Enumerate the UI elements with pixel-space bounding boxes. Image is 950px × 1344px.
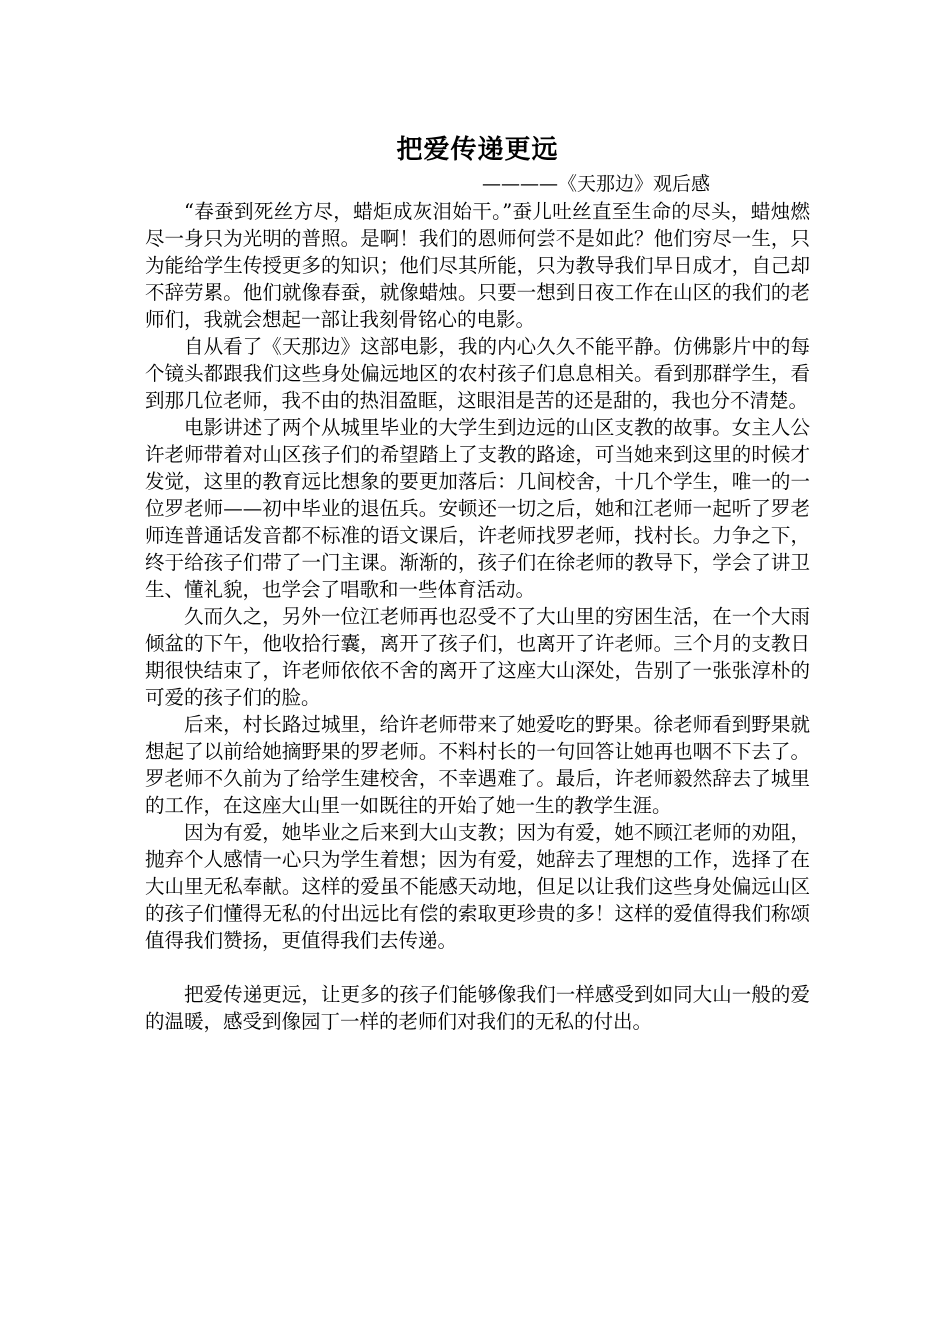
paragraph: 久而久之，另外一位江老师再也忍受不了大山里的穷困生活，在一个大雨倾盆的下午，他收拾行囊，离开了孩子们，也离开了许老师。三个月的支教日期很快结束了，许老师依依不舍的离开了这座大山深处，告别了一张张淳朴的可爱的孩子们的脸。 [145,605,810,709]
document-title: 把爱传递更远 [396,135,559,165]
paragraph: 自从看了《天那边》这部电影，我的内心久久不能平静。仿佛影片中的每个镜头都跟我们这些身处偏远地区的农村孩子们息息相关。看到那群学生，看到那几位老师，我不由的热泪盈眶，这眼泪是苦的还是甜的，我也分不清楚。 [145,335,810,412]
paragraph: 因为有爱，她毕业之后来到大山支教；因为有爱，她不顾江老师的劝阻，抛弃个人感情一心只为学生着想；因为有爱，她辞去了理想的工作，选择了在大山里无私奉献。这样的爱虽不能感天动地，但足以让我们这些身处偏远山区的孩子们懂得无私的付出远比有偿的索取更珍贵的多！这样的爱值得我们称颂值得我们赞扬，更值得我们去传递。 [145,821,810,952]
document-page [145,130,810,1035]
paragraph: “春蚕到死丝方尽，蜡炬成灰泪始干。”蚕儿吐丝直至生命的尽头，蜡烛燃尽一身只为光明的普照。是啊！我们的恩师何尝不是如此？他们穷尽一生，只为能给学生传授更多的知识；他们尽其所能，只为教导我们早日成才，自己却不辞劳累。他们就像春蚕，就像蜡烛。只要一想到日夜工作在山区的我们的老师们，我就会想起一部让我刻骨铭心的电影。 [145,200,810,331]
paragraph: 后来，村长路过城里，给许老师带来了她爱吃的野果。徐老师看到野果就想起了以前给她摘野果的罗老师。不料村长的一句回答让她再也咽不下去了。罗老师不久前为了给学生建校舍，不幸遇难了。最后，许老师毅然辞去了城里的工作，在这座大山里一如既往的开始了她一生的教学生涯。 [145,713,810,817]
blank-line [145,954,810,981]
paragraph: 电影讲述了两个从城里毕业的大学生到边远的山区支教的故事。女主人公许老师带着对山区孩子们的希望踏上了支教的路途，可当她来到这里的时候才发觉，这里的教育远比想象的要更加落后：几间校舍，十几个学生，唯一的一位罗老师——初中毕业的退伍兵。安顿还一切之后，她和江老师一起听了罗老师连普通话发音都不标准的语文课后，许老师找罗老师，找村长。力争之下，终于给孩子们带了一门主课。渐渐的，孩子们在徐老师的教导下，学会了讲卫生、懂礼貌，也学会了唱歌和一些体育活动。 [145,416,810,601]
document-subtitle: ————《天那边》观后感 [481,173,710,195]
paragraph: 把爱传递更远，让更多的孩子们能够像我们一样感受到如同大山一般的爱的温暖，感受到像园丁一样的老师们对我们的无私的付出。 [145,983,810,1033]
